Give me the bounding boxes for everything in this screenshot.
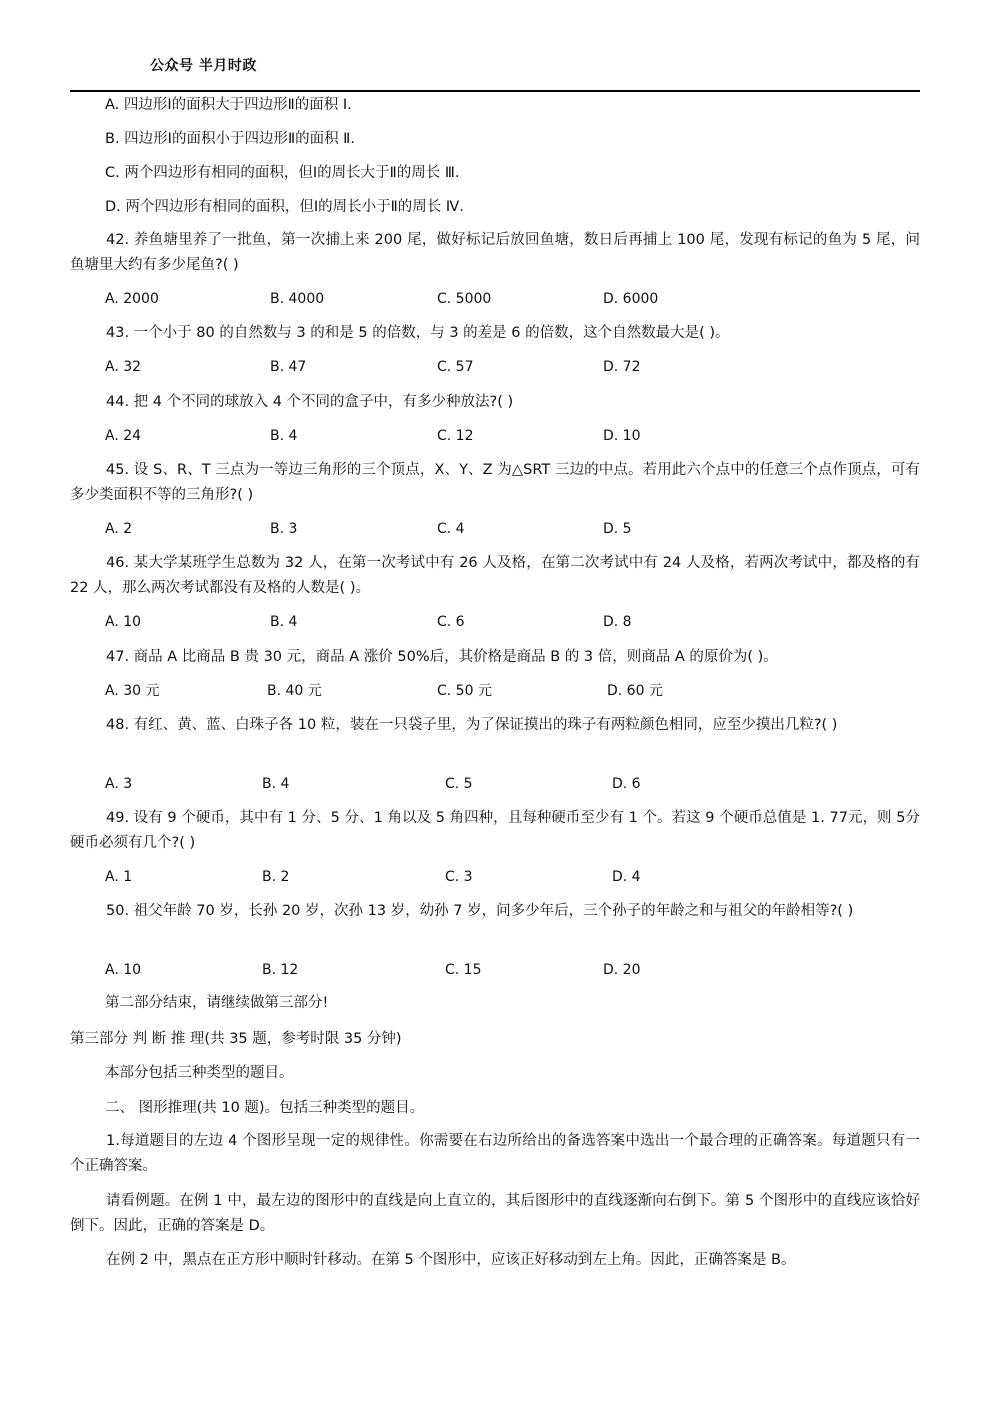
question-43: 43. 一个小于 80 的自然数与 3 的和是 5 的倍数，与 3 的差是 6 的倍数，这个自然数最大是( )。 [106, 325, 730, 341]
q47-option-a: A. 30 元 [105, 683, 160, 699]
q42-option-a: A. 2000 [105, 291, 159, 307]
q41-option-a: A. 四边形Ⅰ的面积大于四边形Ⅱ的面积 Ⅰ. [105, 97, 352, 113]
q44-option-a: A. 24 [105, 428, 142, 444]
q43-option-a: A. 32 [105, 359, 142, 375]
q42-option-b: B. 4000 [270, 291, 325, 307]
question-49: 49. 设有 9 个硬币，其中有 1 分、5 分、1 角以及 5 角四种，且每种硬币至少有 1 个。若这 9 个硬币总值是 1. 77元，则 5分硬币必须有几个?( ) [70, 810, 920, 851]
question-50: 50. 祖父年龄 70 岁，长孙 20 岁，次孙 13 岁，幼孙 7 岁，问多少年后，三个孙子的年龄之和与祖父的年龄相等?( ) [106, 903, 854, 919]
section3-instruction: 1.每道题目的左边 4 个图形呈现一定的规律性。你需要在右边所给出的备选答案中选出一个最合理的正确答案。每道题只有一个正确答案。 [70, 1133, 920, 1174]
q47-option-c: C. 50 元 [437, 683, 492, 699]
question-44: 44. 把 4 个不同的球放入 4 个不同的盒子中，有多少种放法?( ) [106, 394, 514, 410]
q42-option-d: D. 6000 [603, 291, 659, 307]
question-46: 46. 某大学某班学生总数为 32 人，在第一次考试中有 26 人及格，在第二次考试中有 24 人及格，若两次考试中，都及格的有 22 人，那么两次考试都没有及格的人数是( )。 [70, 555, 920, 596]
q45-option-b: B. 3 [270, 521, 298, 537]
section3-subtitle: 二、 图形推理(共 10 题)。包括三种类型的题目。 [105, 1100, 425, 1116]
header-divider [70, 90, 920, 92]
q50-option-b: B. 12 [262, 962, 299, 978]
question-45: 45. 设 S、R、T 三点为一等边三角形的三个顶点，X、Y、Z 为△SRT 三边的中点。若用此六个点中的任意三个点作顶点，可有多少类面积不等的三角形?( ) [70, 462, 920, 503]
q46-option-b: B. 4 [270, 614, 298, 630]
q49-option-c: C. 3 [445, 869, 473, 885]
q41-option-b: B. 四边形Ⅰ的面积小于四边形Ⅱ的面积 Ⅱ. [105, 131, 355, 147]
q49-option-b: B. 2 [262, 869, 290, 885]
q48-option-a: A. 3 [105, 776, 133, 792]
q49-option-a: A. 1 [105, 869, 133, 885]
q45-option-d: D. 5 [603, 521, 632, 537]
q49-option-d: D. 4 [612, 869, 641, 885]
q50-option-c: C. 15 [445, 962, 482, 978]
q48-option-b: B. 4 [262, 776, 290, 792]
question-42: 42. 养鱼塘里养了一批鱼，第一次捕上来 200 尾，做好标记后放回鱼塘，数日后再捕上 100 尾，发现有标记的鱼为 5 尾，问鱼塘里大约有多少尾鱼?( ) [70, 232, 920, 273]
q46-option-d: D. 8 [603, 614, 632, 630]
q48-option-c: C. 5 [445, 776, 473, 792]
q41-option-c: C. 两个四边形有相同的面积，但Ⅰ的周长大于Ⅱ的周长 Ⅲ. [105, 165, 460, 181]
q50-option-d: D. 20 [603, 962, 641, 978]
question-47: 47. 商品 A 比商品 B 贵 30 元，商品 A 涨价 50%后，其价格是商品 B 的 3 倍，则商品 A 的原价为( )。 [106, 649, 778, 665]
q48-option-d: D. 6 [612, 776, 641, 792]
q45-option-a: A. 2 [105, 521, 133, 537]
page-header-title: 公众号 半月时政 [150, 58, 257, 74]
q41-option-d: D. 两个四边形有相同的面积，但Ⅰ的周长小于Ⅱ的周长 Ⅳ. [105, 199, 464, 215]
q47-option-b: B. 40 元 [267, 683, 322, 699]
q46-option-a: A. 10 [105, 614, 142, 630]
q44-option-d: D. 10 [603, 428, 641, 444]
q46-option-c: C. 6 [437, 614, 465, 630]
q45-option-c: C. 4 [437, 521, 465, 537]
q43-option-b: B. 47 [270, 359, 307, 375]
q47-option-d: D. 60 元 [607, 683, 663, 699]
section3-intro: 本部分包括三种类型的题目。 [105, 1065, 294, 1081]
section3-example2: 在例 2 中，黑点在正方形中顺时针移动。在第 5 个图形中，应该正好移动到左上角。因此，正确答案是 B。 [106, 1252, 796, 1268]
question-48: 48. 有红、黄、蓝、白珠子各 10 粒，装在一只袋子里，为了保证摸出的珠子有两粒颜色相同，应至少摸出几粒?( ) [106, 717, 838, 733]
section-end-note: 第二部分结束，请继续做第三部分! [105, 995, 329, 1011]
q44-option-c: C. 12 [437, 428, 474, 444]
section3-title: 第三部分 判 断 推 理(共 35 题，参考时限 35 分钟) [70, 1031, 402, 1047]
section3-example1: 请看例题。在例 1 中，最左边的图形中的直线是向上直立的，其后图形中的直线逐渐向右倒下。第 5 个图形中的直线应该恰好倒下。因此，正确的答案是 D。 [70, 1193, 920, 1234]
q44-option-b: B. 4 [270, 428, 298, 444]
q43-option-d: D. 72 [603, 359, 641, 375]
q42-option-c: C. 5000 [437, 291, 492, 307]
q43-option-c: C. 57 [437, 359, 474, 375]
q50-option-a: A. 10 [105, 962, 142, 978]
